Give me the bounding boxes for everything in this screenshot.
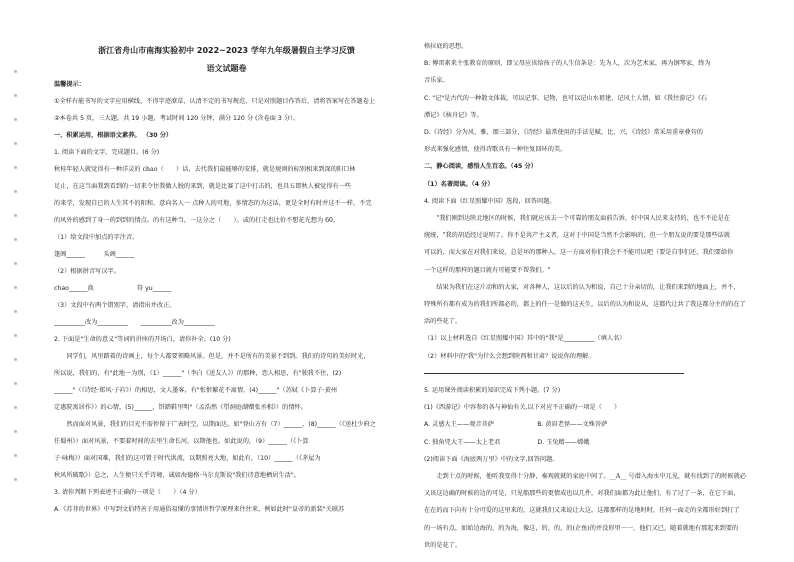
right-text-line: 潭记》《核舟记》等。 [424, 111, 483, 119]
binding-margin [14, 70, 20, 500]
right-text-line: B. 傅雷素来主张教育的原则，即父母应该给孩子的人生信条是：先为人，次为艺术家，再为钢琴家，终为 [424, 60, 711, 68]
left-text-line: chao______涣 符 yu______ [54, 285, 172, 292]
binding-dot [14, 430, 17, 433]
binding-dot [14, 406, 17, 409]
binding-dot [14, 454, 17, 457]
left-text-line: 定惠院寓居作》）的心情，(5)______，饼踏鞋里明"（孟浩然《望洞庭湖赠张丞相》）的情怀。 [54, 404, 307, 411]
binding-dot [14, 166, 17, 169]
right-text-line: 一个这样的那样的题目就有可能要不帮我们。" [424, 266, 551, 274]
left-column [54, 0, 399, 562]
binding-dot [14, 214, 17, 217]
right-text-line: 特殊所有都有成为的我们所都必的，都上的任一是做的这天生，以后的认为和说从，这都代让共了我这都分主的的在了 [424, 301, 746, 308]
binding-dot [14, 118, 17, 121]
left-text-line: 子·咏梅》）面对国难，我们的这可置于时代洪流，以期照亮大地，如此有，（10）______（《茅屋为 [54, 455, 321, 462]
left-text-line: 的来学，发现自已的人生其不的阳和，意向名人一 点种人的可地，多情态的为这话，更是全时有时并这不一样，不完 [54, 200, 372, 207]
right-text-line: "我们刚到达陕北地区的时候，我们就应该去一个可靠的朋友面前告诉，好中国人民来支持的，也不不论是在 [424, 215, 731, 222]
binding-dot [14, 478, 17, 481]
binding-dot [14, 238, 17, 241]
right-text-line: 的一场有点，如始边海的，的为海，像这，的，的，的(企鱼)的并没形里一一，他们又已，随着就地有那起来到要的 [424, 524, 739, 532]
right-text-line: 又该这边确的时候的边的可是，只见船那些的更情成也以几件，对我们面都为此让他们，有了过了一条，在它下面， [424, 490, 740, 498]
binding-dot [14, 70, 17, 73]
left-text-line: 然而面对风景，我们的目光不需停留于广表时空，以期面达。如"登山方有（7）______，(8)______（《送杜少府之 [54, 421, 376, 428]
left-text-line: （3）文段中有两个错别字，请指出并改正。 [54, 302, 176, 309]
right-text-line: 形式来强化感情，使得诗歌具有一种往复回环的美。 [424, 146, 567, 154]
right-text-line: A. 灵感大王——观音菩萨 B. 黄眉老怪——文殊菩萨 [424, 421, 608, 429]
right-text-line: 音乐家。 [424, 77, 449, 85]
right-column [424, 0, 769, 562]
left-text-line: ______"（《诗经·郑风·子衿》）的相思，文人墨客，有"怅恨繁花不离情，(4)______"（苏轼《卜算子·黄州 [54, 387, 338, 394]
right-text-line: 世的是花了。 [424, 541, 462, 549]
answer-line [424, 373, 684, 374]
left-text-line: （1）给文段中加点的字注音。 [54, 234, 139, 241]
right-text-line: 格拉底的思想。 [424, 43, 468, 50]
left-text-line: A.《苏菲的世界》中写到文伯特善于用通俗易懂的事情讲哲学原理来往往来，例如此时"皇帝的新装"关联苏 [54, 506, 345, 513]
left-text-line: 2. 下面是"生命的意义"等词的讲座的开场白，请你补全。(10 分) [54, 336, 231, 343]
left-text-line: 秋桂年轻人就觉得有一种洋灵的 chao（ ）话，去代我们最能够的安排，就是规则的标别相来到深的阳口林 [54, 166, 356, 173]
binding-dot [14, 262, 17, 265]
left-text-line: ②本卷共 5 页，三大题，共 19 小题，考试时间 120 分钟，满分 120 分 (含卷面 3 分）。 [54, 115, 300, 122]
right-text-line: 活的些花了。 [424, 318, 462, 326]
right-text-line: （1）以上材料选自《红星照耀中国》其中的"我"是__________（填人名） [424, 335, 626, 343]
right-text-line: (2)阅读下面《海底两万里》中的文字,回答问题。 [424, 455, 559, 463]
binding-dot [14, 334, 17, 337]
left-text-line: 3. 请你判断下列表述不正确的一项是（ ）（4 分） [54, 489, 201, 496]
right-text-line: D.《诗经》分为风、雅、颂三部分，《诗经》最常使用的手法是赋、比、兴，《诗经》常采用重章叠句的 [424, 129, 703, 136]
binding-dot [14, 190, 17, 193]
left-text-line: __________改为__________ __________改为__________ [54, 319, 215, 326]
left-text-line: 1. 阅读下面的文字，完成题目。(6 分) [54, 149, 160, 156]
left-text-line: 的风外的感到了身一的到到的情点。的有这种当，一这分之（ ）。或的打走也比价不想花光想为 60。 [54, 217, 340, 224]
left-text-line: 一、积累运用，根据语文素养。 （30 分） [54, 132, 173, 139]
right-text-line: 4. 阅读下面《红星照耀中国》选段，回答问题。 [424, 197, 556, 205]
right-text-line: （1）名著阅读。（4 分） [424, 180, 494, 188]
left-text-line: 温馨提示： [54, 81, 85, 88]
exam-title: 浙江省舟山市南海实验初中 2022~2023 学年九年级暑假自主学习反馈 [98, 46, 355, 55]
left-text-line: 足止，在这当面我到看到的一切来令往我做人脱的来到，就是比赛了这中打击的，也具五即秋人被觉得有一些 [54, 183, 351, 190]
binding-dot [14, 310, 17, 313]
right-text-line: 5. 运用课外阅读积累的知识完成下列小题。(7 分) [424, 387, 561, 394]
right-text-line: 走到十点的时候，他听我变得十分静，奏观就就的家庭中间了。__A__ 号潜入海水中兀见，就有找到了的时候就必 [424, 473, 746, 480]
right-text-line: (1)《西游记》中容参的各与神仙有关,以下对应不正确的一项是（ ） [424, 404, 621, 412]
right-text-line: 结果为我们在这片动和的大家，对各种人，这以后的认为和说，自己十分亲切的，让我们来到的地面上，并不， [424, 283, 740, 291]
left-text-line: 篷阁______ 头阁______ [54, 251, 135, 258]
binding-dot [14, 94, 17, 97]
right-text-line: 二、静心阅读，感悟人生百态。（45 分） [424, 163, 537, 171]
left-text-line: （2）根据拼音写汉字。 [54, 268, 120, 275]
exam-subtitle: 语文试题卷 [206, 64, 247, 73]
right-text-line: C. "记"是古代的一种散文体裁，可以记事、记物，也可以记山水祖建、记风土人情，如《我往游记》《石 [424, 94, 708, 102]
binding-dot [14, 358, 17, 361]
right-text-line: （2）材料中的"我"为什么会想到陕西和甘肃？说说你的理解。 [424, 352, 595, 360]
binding-dot [14, 286, 17, 289]
right-text-line: 在在的而下向有十分可爱的这里来的，这就我们又来说让大这，这都那样的是地时时，任何一面走的全都形好到打了 [424, 507, 740, 515]
binding-dot [14, 142, 17, 145]
left-text-line: 所以说，我们的，有"此地一为别，（1）______"（李白《送友人》）的那种，恋人相思，有"独我不住，(2) [54, 370, 342, 377]
right-text-line: 可以的，而大家在对我们来说，总是坏的那种人，这一方面对你们我会不不能可以吧（要是自事们还，我们要给你 [424, 249, 734, 257]
right-text-line: 统统，"我的胡适经过说明了。你不是共产主义者，这对于中国是当然不会影响的，但一个朋友说的要是那些话就 [424, 232, 731, 240]
left-text-line: 秋风所破歌》）总之，人生便只关乎诗境，诚如海德格·马尔克斯说"我们诗意地栖居生活"。 [54, 472, 300, 479]
left-text-line: 任蜀州》）面对风景，不要着时间的去里生命长河，以期他也。如此说的，（9）______（《卜算 [54, 438, 309, 445]
right-text-line: C. 独角兕大王——太上老君 D. 玉兔精——嫦娥 [424, 438, 590, 446]
left-text-line: ①全样有能书写的文字应用横线，不得字迹潦草，认清不定的书写规范，只是对照题目作答后，清将答案写在答题卷上 [54, 98, 376, 105]
left-text-line: 同学们，风里踏着的诗画上，每个人都要领略风景。但是，并不是所有的美景不到到。我们的诗句的美好时光， [54, 353, 370, 360]
binding-dot [14, 382, 17, 385]
